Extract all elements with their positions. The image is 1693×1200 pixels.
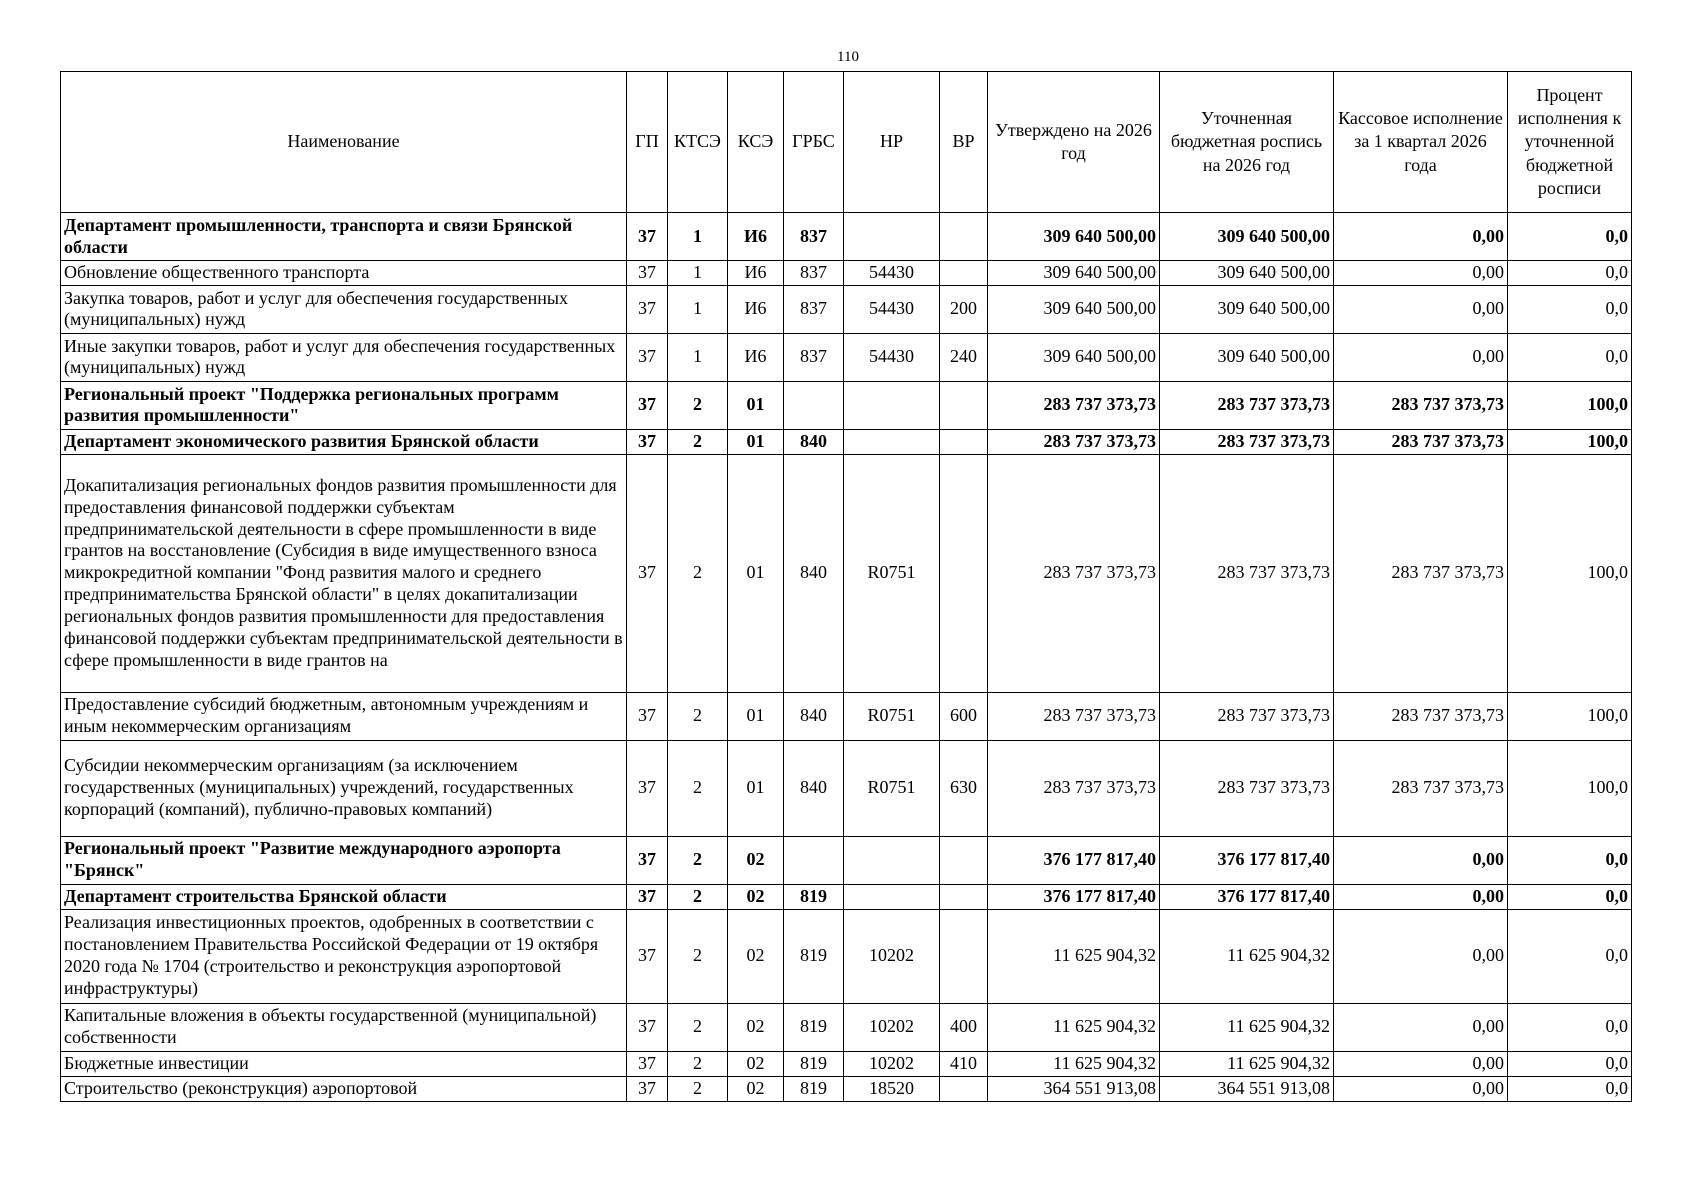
table-cell-revised: 283 737 373,73	[1160, 381, 1334, 429]
table-cell-ktse: 2	[668, 429, 728, 454]
table-cell-gp: 37	[627, 1076, 668, 1101]
table-cell-nr	[844, 213, 940, 261]
col-header-percent: Процент исполнения к уточненной бюджетной росписи	[1508, 72, 1632, 213]
table-cell-gp: 37	[627, 333, 668, 381]
table-cell-ktse: 2	[668, 1051, 728, 1076]
table-cell-kse: 01	[728, 381, 784, 429]
table-cell-nr	[844, 429, 940, 454]
table-cell-grbs: 819	[784, 1003, 844, 1051]
table-cell-kse: 02	[728, 884, 784, 909]
table-cell-name: Департамент экономического развития Брянской области	[61, 429, 627, 454]
table-row	[61, 1051, 1632, 1076]
table-cell-cash: 283 737 373,73	[1334, 381, 1508, 429]
table-cell-kse: 02	[728, 1003, 784, 1051]
table-cell-revised: 283 737 373,73	[1160, 454, 1334, 692]
table-cell-gp: 37	[627, 261, 668, 286]
table-row	[61, 884, 1632, 909]
table-cell-percent: 100,0	[1508, 429, 1632, 454]
table-cell-ktse: 2	[668, 454, 728, 692]
table-cell-cash: 0,00	[1334, 1051, 1508, 1076]
col-header-name: Наименование	[61, 72, 627, 213]
table-cell-kse: И6	[728, 285, 784, 333]
table-cell-ktse: 2	[668, 692, 728, 740]
table-cell-kse: 01	[728, 454, 784, 692]
table-cell-percent: 0,0	[1508, 884, 1632, 909]
table-cell-nr: R0751	[844, 692, 940, 740]
table-cell-gp: 37	[627, 740, 668, 836]
table-cell-kse: 02	[728, 1076, 784, 1101]
table-cell-vr	[940, 381, 988, 429]
table-cell-grbs: 840	[784, 692, 844, 740]
table-cell-grbs: 819	[784, 884, 844, 909]
table-cell-name: Бюджетные инвестиции	[61, 1051, 627, 1076]
table-cell-ktse: 1	[668, 333, 728, 381]
table-cell-cash: 0,00	[1334, 884, 1508, 909]
table-cell-approved: 376 177 817,40	[988, 836, 1160, 884]
col-header-vr: ВР	[940, 72, 988, 213]
table-cell-nr	[844, 381, 940, 429]
table-cell-ktse: 2	[668, 740, 728, 836]
table-row	[61, 836, 1632, 884]
table-cell-revised: 11 625 904,32	[1160, 909, 1334, 1003]
col-header-revised: Уточненная бюджетная роспись на 2026 год	[1160, 72, 1334, 213]
table-cell-gp: 37	[627, 692, 668, 740]
table-row	[61, 454, 1632, 692]
table-header-row	[61, 72, 1632, 213]
table-cell-cash: 283 737 373,73	[1334, 740, 1508, 836]
table-cell-percent: 0,0	[1508, 1076, 1632, 1101]
table-cell-approved: 376 177 817,40	[988, 884, 1160, 909]
table-cell-grbs: 837	[784, 261, 844, 286]
table-cell-nr: R0751	[844, 740, 940, 836]
table-cell-vr: 400	[940, 1003, 988, 1051]
table-cell-cash: 0,00	[1334, 1003, 1508, 1051]
table-cell-approved: 283 737 373,73	[988, 692, 1160, 740]
table-cell-name: Капитальные вложения в объекты государственной (муниципальной) собственности	[61, 1003, 627, 1051]
table-row	[61, 692, 1632, 740]
table-cell-name: Региональный проект "Поддержка региональных программ развития промышленности"	[61, 381, 627, 429]
table-cell-grbs	[784, 381, 844, 429]
table-cell-grbs: 837	[784, 213, 844, 261]
table-cell-name: Строительство (реконструкция) аэропортовой	[61, 1076, 627, 1101]
table-row	[61, 381, 1632, 429]
table-cell-cash: 0,00	[1334, 261, 1508, 286]
table-cell-kse: И6	[728, 213, 784, 261]
table-cell-approved: 309 640 500,00	[988, 285, 1160, 333]
table-row	[61, 213, 1632, 261]
table-cell-cash: 0,00	[1334, 909, 1508, 1003]
table-cell-kse: 01	[728, 692, 784, 740]
table-cell-percent: 100,0	[1508, 381, 1632, 429]
table-cell-percent: 100,0	[1508, 454, 1632, 692]
table-cell-vr	[940, 836, 988, 884]
table-cell-nr: 18520	[844, 1076, 940, 1101]
table-cell-revised: 309 640 500,00	[1160, 333, 1334, 381]
table-cell-nr: 54430	[844, 333, 940, 381]
table-row	[61, 285, 1632, 333]
table-cell-nr: 54430	[844, 285, 940, 333]
table-cell-cash: 0,00	[1334, 213, 1508, 261]
table-cell-revised: 364 551 913,08	[1160, 1076, 1334, 1101]
table-cell-vr	[940, 213, 988, 261]
table-cell-approved: 364 551 913,08	[988, 1076, 1160, 1101]
table-cell-revised: 309 640 500,00	[1160, 285, 1334, 333]
table-cell-nr: R0751	[844, 454, 940, 692]
table-cell-ktse: 2	[668, 836, 728, 884]
table-cell-percent: 0,0	[1508, 261, 1632, 286]
table-cell-name: Реализация инвестиционных проектов, одобренных в соответствии с постановлением Правительства Российской Федерации от 19 октября 2020 года № 1704 (строительство и реконструкция аэропортовой инфраструктуры)	[61, 909, 627, 1003]
table-cell-percent: 0,0	[1508, 213, 1632, 261]
table-cell-cash: 0,00	[1334, 836, 1508, 884]
table-cell-nr	[844, 836, 940, 884]
table-cell-name: Обновление общественного транспорта	[61, 261, 627, 286]
table-row	[61, 333, 1632, 381]
table-cell-nr: 10202	[844, 909, 940, 1003]
table-cell-gp: 37	[627, 884, 668, 909]
table-cell-grbs: 837	[784, 333, 844, 381]
table-cell-vr: 630	[940, 740, 988, 836]
table-cell-vr: 240	[940, 333, 988, 381]
table-cell-name: Предоставление субсидий бюджетным, автономным учреждениям и иным некоммерческим организациям	[61, 692, 627, 740]
table-cell-approved: 11 625 904,32	[988, 909, 1160, 1003]
table-cell-vr: 600	[940, 692, 988, 740]
table-cell-kse: 02	[728, 909, 784, 1003]
table-cell-ktse: 1	[668, 261, 728, 286]
table-cell-name: Департамент промышленности, транспорта и связи Брянской области	[61, 213, 627, 261]
table-cell-gp: 37	[627, 454, 668, 692]
col-header-kse: КСЭ	[728, 72, 784, 213]
table-cell-approved: 283 737 373,73	[988, 454, 1160, 692]
table-cell-percent: 0,0	[1508, 909, 1632, 1003]
table-cell-cash: 283 737 373,73	[1334, 429, 1508, 454]
table-cell-revised: 376 177 817,40	[1160, 836, 1334, 884]
table-cell-cash: 283 737 373,73	[1334, 692, 1508, 740]
table-cell-approved: 11 625 904,32	[988, 1003, 1160, 1051]
table-cell-vr: 410	[940, 1051, 988, 1076]
col-header-nr: НР	[844, 72, 940, 213]
table-row	[61, 740, 1632, 836]
table-cell-revised: 309 640 500,00	[1160, 261, 1334, 286]
table-cell-revised: 11 625 904,32	[1160, 1051, 1334, 1076]
table-cell-revised: 11 625 904,32	[1160, 1003, 1334, 1051]
table-cell-kse: И6	[728, 261, 784, 286]
table-cell-ktse: 1	[668, 285, 728, 333]
table-cell-gp: 37	[627, 213, 668, 261]
table-cell-vr: 200	[940, 285, 988, 333]
table-cell-approved: 309 640 500,00	[988, 333, 1160, 381]
col-header-grbs: ГРБС	[784, 72, 844, 213]
table-cell-name: Субсидии некоммерческим организациям (за исключением государственных (муниципальных) учреждений, государственных корпораций (компаний), публично-правовых компаний)	[61, 740, 627, 836]
table-cell-approved: 309 640 500,00	[988, 261, 1160, 286]
table-cell-percent: 0,0	[1508, 333, 1632, 381]
table-cell-ktse: 2	[668, 884, 728, 909]
table-cell-vr	[940, 909, 988, 1003]
table-cell-approved: 283 737 373,73	[988, 429, 1160, 454]
table-cell-kse: 01	[728, 429, 784, 454]
table-cell-cash: 283 737 373,73	[1334, 454, 1508, 692]
col-header-ktse: КТСЭ	[668, 72, 728, 213]
table-cell-grbs: 840	[784, 454, 844, 692]
table-cell-ktse: 2	[668, 1003, 728, 1051]
table-row	[61, 909, 1632, 1003]
table-cell-percent: 100,0	[1508, 692, 1632, 740]
table-cell-approved: 309 640 500,00	[988, 213, 1160, 261]
table-cell-gp: 37	[627, 909, 668, 1003]
table-cell-cash: 0,00	[1334, 285, 1508, 333]
table-cell-percent: 0,0	[1508, 1003, 1632, 1051]
table-cell-gp: 37	[627, 1051, 668, 1076]
table-cell-approved: 11 625 904,32	[988, 1051, 1160, 1076]
table-cell-approved: 283 737 373,73	[988, 381, 1160, 429]
col-header-cash: Кассовое исполнение за 1 квартал 2026 года	[1334, 72, 1508, 213]
table-cell-kse: 02	[728, 836, 784, 884]
table-row	[61, 1076, 1632, 1101]
table-row	[61, 429, 1632, 454]
table-cell-vr	[940, 1076, 988, 1101]
table-row	[61, 1003, 1632, 1051]
table-cell-percent: 0,0	[1508, 285, 1632, 333]
table-cell-gp: 37	[627, 1003, 668, 1051]
table-cell-percent: 100,0	[1508, 740, 1632, 836]
table-cell-percent: 0,0	[1508, 836, 1632, 884]
table-cell-ktse: 2	[668, 1076, 728, 1101]
table-cell-grbs: 819	[784, 1076, 844, 1101]
table-cell-name: Иные закупки товаров, работ и услуг для обеспечения государственных (муниципальных) нужд	[61, 333, 627, 381]
table-cell-ktse: 2	[668, 381, 728, 429]
table-cell-revised: 283 737 373,73	[1160, 429, 1334, 454]
table-cell-grbs: 819	[784, 909, 844, 1003]
table-cell-name: Региональный проект "Развитие международного аэропорта "Брянск"	[61, 836, 627, 884]
table-cell-vr	[940, 454, 988, 692]
table-cell-revised: 376 177 817,40	[1160, 884, 1334, 909]
table-cell-grbs: 819	[784, 1051, 844, 1076]
table-cell-cash: 0,00	[1334, 1076, 1508, 1101]
table-cell-cash: 0,00	[1334, 333, 1508, 381]
table-cell-revised: 283 737 373,73	[1160, 740, 1334, 836]
table-cell-nr: 54430	[844, 261, 940, 286]
table-cell-nr: 10202	[844, 1051, 940, 1076]
table-cell-revised: 309 640 500,00	[1160, 213, 1334, 261]
table-cell-name: Закупка товаров, работ и услуг для обеспечения государственных (муниципальных) нужд	[61, 285, 627, 333]
table-cell-nr: 10202	[844, 1003, 940, 1051]
table-cell-revised: 283 737 373,73	[1160, 692, 1334, 740]
table-cell-gp: 37	[627, 429, 668, 454]
table-cell-kse: 02	[728, 1051, 784, 1076]
table-cell-kse: 01	[728, 740, 784, 836]
table-cell-grbs	[784, 836, 844, 884]
table-cell-ktse: 1	[668, 213, 728, 261]
page-number: 110	[837, 49, 859, 65]
table-cell-kse: И6	[728, 333, 784, 381]
table-cell-name: Докапитализация региональных фондов развития промышленности для предоставления финансовой поддержки субъектам предпринимательской деятельности в сфере промышленности в виде грантов на восстановление (Субсидия в виде имущественного взноса микрокредитной компании "Фонд развития малого и среднего предпринимательства Брянской области" в целях докапитализации региональных фондов развития промышленности для предоставления финансовой поддержки субъектам предпринимательской деятельности в сфере промышленности в виде грантов на	[61, 454, 627, 692]
table-cell-grbs: 840	[784, 740, 844, 836]
table-row	[61, 261, 1632, 286]
table-cell-nr	[844, 884, 940, 909]
table-cell-gp: 37	[627, 381, 668, 429]
col-header-approved: Утверждено на 2026 год	[988, 72, 1160, 213]
table-cell-percent: 0,0	[1508, 1051, 1632, 1076]
table-cell-vr	[940, 261, 988, 286]
table-cell-name: Департамент строительства Брянской области	[61, 884, 627, 909]
table-cell-vr	[940, 884, 988, 909]
table-cell-vr	[940, 429, 988, 454]
budget-table	[60, 71, 1632, 1102]
table-cell-grbs: 837	[784, 285, 844, 333]
table-cell-approved: 283 737 373,73	[988, 740, 1160, 836]
table-cell-grbs: 840	[784, 429, 844, 454]
table-cell-gp: 37	[627, 836, 668, 884]
table-cell-ktse: 2	[668, 909, 728, 1003]
col-header-gp: ГП	[627, 72, 668, 213]
table-cell-gp: 37	[627, 285, 668, 333]
